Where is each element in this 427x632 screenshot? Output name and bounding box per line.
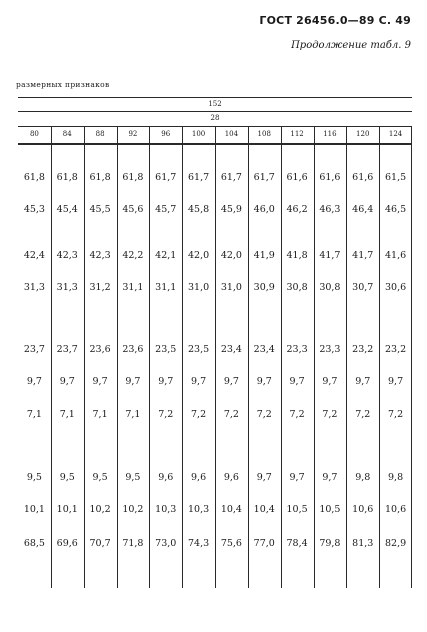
table-cell: 7,2 [223,409,239,420]
table-cell: 23,2 [352,344,374,355]
table-cell: 61,7 [155,172,177,183]
column-header: 116 [323,130,337,138]
table-cell: 61,6 [286,172,308,183]
table-cell: 61,8 [23,172,45,183]
table-cell: 9,7 [388,376,404,387]
table-cell: 9,7 [26,376,42,387]
table-cell: 74,3 [187,538,210,549]
column-header: 108 [257,130,271,138]
table-cell: 46,2 [286,204,308,215]
table-cell: 42,0 [187,250,210,261]
table-cell: 41,6 [384,250,407,261]
table-cell: 82,9 [384,538,407,549]
column-rule [411,126,412,588]
column-rule [182,126,183,588]
table-cell: 23,3 [286,344,308,355]
table-cell: 9,7 [223,376,239,387]
table-cell: 7,2 [256,409,272,420]
table-cell: 42,2 [122,250,144,261]
table-cell: 10,6 [384,504,407,515]
table-cell: 9,8 [355,472,371,483]
table-cell: 61,8 [89,172,111,183]
table-cell: 30,8 [286,282,308,293]
table-cell: 9,5 [59,472,75,483]
table-cell: 68,5 [23,538,45,549]
table-cell: 9,7 [125,376,141,387]
table-cell: 10,2 [122,504,144,515]
table-cell: 9,7 [59,376,75,387]
table-cell: 46,3 [319,204,341,215]
table-cell: 23,2 [384,344,407,355]
table-cell: 10,1 [23,504,45,515]
table-cell: 46,5 [384,204,407,215]
table-cell: 10,4 [220,504,242,515]
column-header: 96 [161,130,171,138]
table-cell: 41,7 [352,250,374,261]
table-cell: 9,7 [355,376,371,387]
group-header-height: 152 [208,100,222,108]
table-cell: 9,7 [322,376,338,387]
table-cell: 7,2 [191,409,207,420]
table-cell: 9,7 [256,376,272,387]
table-cell: 10,3 [187,504,210,515]
table-cell: 42,1 [155,250,177,261]
table-cell: 61,8 [56,172,78,183]
table-cell: 7,1 [125,409,141,420]
table-cell: 9,6 [191,472,207,483]
table-cell: 31,1 [155,282,177,293]
column-rule [149,126,150,588]
table-cell: 10,1 [56,504,78,515]
table-cell: 9,7 [289,376,305,387]
table-cell: 7,1 [26,409,42,420]
table-cell: 23,4 [253,344,275,355]
table-cell: 61,7 [253,172,275,183]
table-cell: 23,5 [155,344,177,355]
table-cell: 23,3 [319,344,341,355]
table-cell: 9,7 [92,376,108,387]
table-cell: 61,7 [220,172,242,183]
table-cell: 45,9 [220,204,242,215]
table-cell: 10,6 [352,504,374,515]
table-cell: 75,6 [220,538,242,549]
column-header: 80 [29,130,39,138]
table-cell: 9,6 [223,472,239,483]
column-rule [379,126,380,588]
table-cell: 23,4 [220,344,242,355]
table-cell: 77,0 [253,538,275,549]
table-cell: 61,6 [352,172,374,183]
table-cell: 9,7 [191,376,207,387]
column-rule [215,126,216,588]
table-cell: 23,6 [122,344,144,355]
column-rule [51,126,52,588]
column-header: 124 [388,130,403,138]
table-cell: 42,3 [89,250,111,261]
table-cell: 7,2 [158,409,174,420]
table-cell: 23,7 [56,344,78,355]
table-cell: 81,3 [352,538,374,549]
table-cell: 45,8 [187,204,210,215]
table-cell: 23,6 [89,344,111,355]
table-continuation-label: Продолжение табл. 9 [291,40,411,51]
table-cell: 23,7 [23,344,45,355]
table-cell: 7,1 [59,409,75,420]
table-cell: 78,4 [286,538,308,549]
table-cell: 45,6 [122,204,144,215]
column-rule [117,126,118,588]
table-cell: 10,5 [286,504,308,515]
table-cell: 7,2 [355,409,371,420]
column-header: 92 [128,130,138,138]
table-cell: 7,2 [322,409,338,420]
table-cell: 69,6 [56,538,78,549]
section-label: размерных признаков [16,80,110,89]
table-cell: 61,8 [122,172,144,183]
table-cell: 31,0 [187,282,210,293]
table-cell: 9,7 [322,472,338,483]
table-cell: 42,0 [220,250,242,261]
table-cell: 30,9 [253,282,275,293]
table-cell: 45,7 [155,204,177,215]
table-cell: 45,5 [89,204,111,215]
table-cell: 41,8 [286,250,308,261]
header-rule [18,97,412,98]
column-rule [346,126,347,588]
table-cell: 45,3 [23,204,45,215]
table-cell: 73,0 [155,538,177,549]
table-cell: 30,7 [352,282,374,293]
table-cell: 10,4 [253,504,275,515]
header-rule [18,111,412,112]
table-cell: 7,2 [289,409,305,420]
table-cell: 30,6 [384,282,407,293]
table-cell: 71,8 [122,538,144,549]
table-cell: 61,7 [187,172,210,183]
table-cell: 7,1 [92,409,108,420]
group-header-chest: 28 [210,114,220,122]
column-header: 120 [356,130,370,138]
table-cell: 42,3 [56,250,78,261]
column-header: 100 [191,130,206,138]
table-cell: 9,7 [256,472,272,483]
page-header-title: ГОСТ 26456.0—89 С. 49 [259,14,411,27]
column-header: 104 [224,130,239,138]
table-cell: 9,8 [388,472,404,483]
table-cell: 61,6 [319,172,341,183]
table-cell: 9,6 [158,472,174,483]
table-cell: 31,0 [220,282,242,293]
table-cell: 23,5 [187,344,210,355]
table-cell: 41,9 [253,250,275,261]
table-cell: 42,4 [23,250,45,261]
table-cell: 9,5 [125,472,141,483]
table-cell: 9,5 [92,472,108,483]
table-cell: 9,5 [26,472,42,483]
column-rule [84,126,85,588]
column-header: 88 [95,130,105,138]
table-cell: 61,5 [384,172,407,183]
table-cell: 45,4 [56,204,78,215]
table-cell: 79,8 [319,538,341,549]
table-cell: 46,4 [352,204,374,215]
table-cell: 10,5 [319,504,341,515]
column-rule [281,126,282,588]
column-rule [248,126,249,588]
table-cell: 31,2 [89,282,111,293]
table-cell: 9,7 [289,472,305,483]
table-cell: 9,7 [158,376,174,387]
table-cell: 70,7 [89,538,111,549]
table-cell: 7,2 [388,409,404,420]
column-rule [314,126,315,588]
table-cell: 31,3 [23,282,45,293]
table-cell: 46,0 [253,204,275,215]
table-cell: 31,1 [122,282,144,293]
table-cell: 10,3 [155,504,177,515]
table-cell: 30,8 [319,282,341,293]
table-cell: 10,2 [89,504,111,515]
table-cell: 31,3 [56,282,78,293]
table-cell: 41,7 [319,250,341,261]
column-header: 112 [290,130,304,138]
column-header: 84 [62,130,72,138]
